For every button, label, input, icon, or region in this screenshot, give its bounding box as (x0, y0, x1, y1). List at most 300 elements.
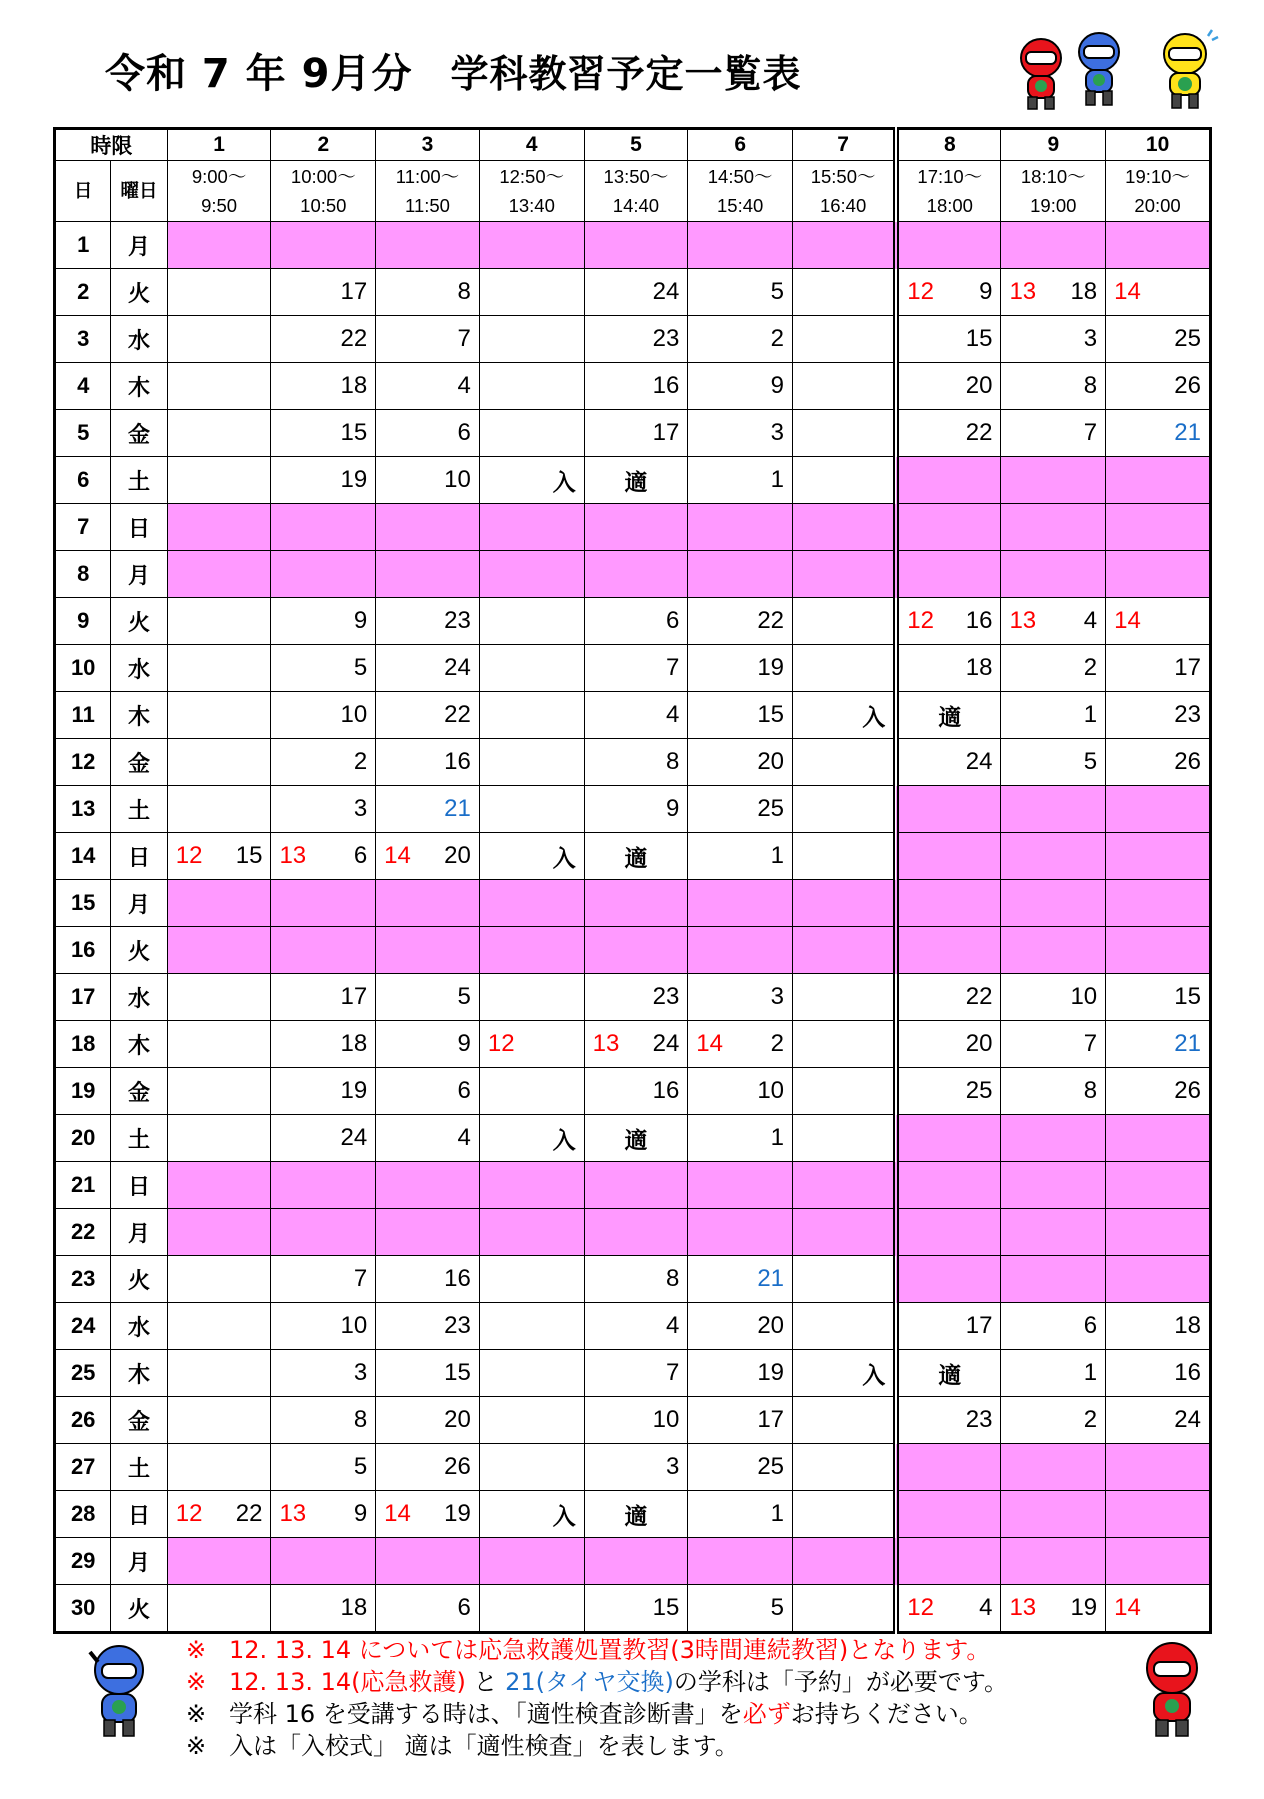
weekday: 日 (111, 504, 167, 551)
lesson-number: 23 (652, 325, 680, 352)
lesson-number: 19 (444, 1500, 471, 1527)
weekday-label: 曜日 (111, 161, 167, 222)
day-number: 16 (55, 927, 111, 974)
period-number: 7 (793, 129, 897, 161)
day-number: 3 (55, 316, 111, 363)
lesson-cell (1106, 1350, 1211, 1397)
lesson-cell (1001, 269, 1106, 316)
closed-cell (896, 1209, 1001, 1256)
lesson-number: 5 (770, 1594, 785, 1621)
period-start: 10:00～ (290, 166, 356, 187)
lesson-cell (376, 1303, 480, 1350)
day-label: 日 (55, 161, 111, 222)
closed-cell (1001, 1491, 1106, 1538)
lesson-cell (793, 1350, 897, 1397)
table-row (55, 410, 1211, 457)
lesson-cell (271, 692, 376, 739)
lesson-cell (688, 410, 793, 457)
lesson-number: 9 (770, 372, 785, 399)
lesson-number: 24 (652, 278, 680, 305)
lesson-cell (688, 1068, 793, 1115)
lesson-cell (376, 786, 480, 833)
table-row (55, 598, 1211, 645)
lesson-cell (271, 974, 376, 1021)
lesson-cell (896, 739, 1001, 786)
lesson-cell (167, 598, 271, 645)
lesson-number: 16 (444, 1265, 471, 1292)
lesson-number: 15 (757, 701, 785, 728)
weekday: 水 (111, 1303, 167, 1350)
lesson-number: 18 (1070, 278, 1098, 305)
closed-cell (584, 1538, 688, 1585)
table-row (55, 1491, 1211, 1538)
lesson-number: 3 (353, 795, 368, 822)
lesson-cell (167, 457, 271, 504)
lesson-cell (584, 1585, 688, 1633)
lesson-cell (1106, 363, 1211, 410)
lesson-cell (376, 833, 480, 880)
mascot-blue-icon (80, 1640, 158, 1740)
closed-cell (167, 551, 271, 598)
lesson-cell (1106, 410, 1211, 457)
closed-cell (271, 551, 376, 598)
first-aid-lesson: 13 (592, 1030, 620, 1057)
table-row (55, 504, 1211, 551)
lesson-number: 6 (457, 1077, 471, 1104)
day-number: 9 (55, 598, 111, 645)
period-time (896, 161, 1001, 222)
lesson-cell (1106, 1585, 1211, 1633)
aptitude-test: 適 (624, 1127, 648, 1154)
lesson-cell (584, 269, 688, 316)
lesson-cell (584, 974, 688, 1021)
lesson-cell (271, 1303, 376, 1350)
lesson-number: 15 (965, 325, 993, 352)
lesson-number: 20 (757, 748, 785, 775)
lesson-cell (167, 1491, 271, 1538)
lesson-cell (1106, 1397, 1211, 1444)
weekday: 金 (111, 739, 167, 786)
lesson-cell (167, 833, 271, 880)
lesson-cell (376, 692, 480, 739)
lesson-number: 24 (444, 654, 471, 681)
lesson-cell (688, 739, 793, 786)
lesson-number: 10 (757, 1077, 785, 1104)
table-row (55, 927, 1211, 974)
first-aid-lesson: 14 (384, 842, 411, 869)
lesson-number: 22 (965, 419, 993, 446)
lesson-cell (479, 316, 584, 363)
lesson-number: 4 (665, 1312, 680, 1339)
lesson-cell (167, 1256, 271, 1303)
period-time (479, 161, 584, 222)
period-start: 19:10～ (1125, 166, 1190, 187)
lesson-cell (1001, 974, 1106, 1021)
lesson-cell (167, 974, 271, 1021)
closed-cell (376, 927, 480, 974)
lesson-cell (688, 1491, 793, 1538)
closed-cell (1001, 222, 1106, 269)
lesson-number: 1 (770, 1500, 785, 1527)
lesson-cell (167, 692, 271, 739)
lesson-cell (1106, 974, 1211, 1021)
closed-cell (1106, 1209, 1211, 1256)
header-row-periods (55, 129, 1211, 161)
tire-lesson: 21 (1174, 419, 1201, 446)
lesson-cell (688, 1444, 793, 1491)
lesson-cell (793, 1585, 897, 1633)
closed-cell (584, 551, 688, 598)
weekday: 土 (111, 1115, 167, 1162)
weekday: 木 (111, 692, 167, 739)
closed-cell (896, 222, 1001, 269)
lesson-number: 20 (444, 1406, 471, 1433)
lesson-cell (376, 1021, 480, 1068)
table-row (55, 833, 1211, 880)
lesson-cell (584, 1021, 688, 1068)
closed-cell (896, 833, 1001, 880)
note-text: 学科 16 を受講する時は、「適性検査診断書」を (229, 1700, 743, 1728)
lesson-number: 4 (457, 1124, 471, 1151)
lesson-cell (271, 1585, 376, 1633)
closed-cell (793, 1538, 897, 1585)
closed-cell (167, 927, 271, 974)
lesson-cell (793, 316, 897, 363)
lesson-number: 15 (235, 842, 263, 869)
lesson-cell (479, 974, 584, 1021)
weekday: 水 (111, 974, 167, 1021)
note-emphasis: 必ず (742, 1700, 791, 1728)
lesson-cell (479, 457, 584, 504)
period-end: 9:50 (201, 195, 238, 216)
day-number: 23 (55, 1256, 111, 1303)
lesson-number: 8 (1083, 372, 1098, 399)
lesson-cell (1001, 645, 1106, 692)
lesson-cell (376, 645, 480, 692)
lesson-cell (376, 410, 480, 457)
day-number: 19 (55, 1068, 111, 1115)
lesson-cell (479, 1115, 584, 1162)
closed-cell (688, 551, 793, 598)
lesson-number: 8 (665, 1265, 680, 1292)
lesson-number: 9 (665, 795, 680, 822)
lesson-cell (896, 1397, 1001, 1444)
lesson-cell (479, 269, 584, 316)
lesson-number: 17 (340, 278, 368, 305)
lesson-number: 7 (353, 1265, 368, 1292)
note-text: と (465, 1668, 506, 1696)
weekday: 日 (111, 833, 167, 880)
note-mark: ※ (186, 1732, 207, 1760)
day-number: 15 (55, 880, 111, 927)
period-end: 18:00 (926, 195, 973, 216)
closed-cell (376, 222, 480, 269)
lesson-cell (793, 1303, 897, 1350)
lesson-cell (688, 786, 793, 833)
lesson-cell (271, 1256, 376, 1303)
lesson-number: 7 (457, 325, 471, 352)
closed-cell (688, 222, 793, 269)
lesson-cell (376, 1491, 480, 1538)
lesson-cell (584, 1491, 688, 1538)
first-aid-lesson: 12 (907, 607, 934, 634)
lesson-number: 4 (457, 372, 471, 399)
lesson-cell (793, 1115, 897, 1162)
lesson-number: 8 (1083, 1077, 1098, 1104)
period-time (1001, 161, 1106, 222)
period-end: 11:50 (405, 195, 450, 216)
period-start: 13:50～ (603, 166, 669, 187)
period-number: 2 (271, 129, 376, 161)
table-row (55, 1444, 1211, 1491)
lesson-number: 23 (444, 1312, 471, 1339)
lesson-cell (167, 1444, 271, 1491)
closed-cell (271, 1209, 376, 1256)
lesson-cell (1106, 598, 1211, 645)
lesson-number: 19 (757, 654, 785, 681)
lesson-cell (376, 1115, 480, 1162)
period-number: 6 (688, 129, 793, 161)
aptitude-test: 適 (624, 1503, 648, 1530)
lesson-cell (793, 1397, 897, 1444)
closed-cell (896, 1444, 1001, 1491)
closed-cell (1001, 1444, 1106, 1491)
lesson-cell (1001, 316, 1106, 363)
closed-cell (1001, 504, 1106, 551)
first-aid-lesson: 14 (1114, 278, 1141, 305)
lesson-cell (584, 833, 688, 880)
lesson-number: 26 (1174, 1077, 1201, 1104)
first-aid-lesson: 13 (1009, 607, 1037, 634)
period-start: 9:00～ (191, 166, 247, 187)
day-number: 22 (55, 1209, 111, 1256)
mascot-red-icon (1132, 1636, 1212, 1740)
period-end: 13:40 (508, 195, 555, 216)
table-row (55, 551, 1211, 598)
day-number: 28 (55, 1491, 111, 1538)
lesson-cell (793, 269, 897, 316)
lesson-cell (584, 1397, 688, 1444)
period-start: 15:50～ (810, 166, 876, 187)
lesson-cell (584, 1256, 688, 1303)
lesson-cell (584, 1303, 688, 1350)
lesson-cell (376, 316, 480, 363)
weekday: 木 (111, 1021, 167, 1068)
closed-cell (1106, 504, 1211, 551)
lesson-cell (896, 645, 1001, 692)
first-aid-lesson: 12 (907, 1594, 934, 1621)
first-aid-lesson: 13 (1009, 1594, 1037, 1621)
weekday: 月 (111, 880, 167, 927)
lesson-number: 20 (965, 372, 993, 399)
lesson-cell (376, 974, 480, 1021)
lesson-number: 6 (665, 607, 680, 634)
lesson-cell (1106, 316, 1211, 363)
lesson-cell (479, 786, 584, 833)
lesson-cell (688, 1115, 793, 1162)
lesson-cell (1001, 1021, 1106, 1068)
lesson-cell (376, 1585, 480, 1633)
lesson-cell (896, 1021, 1001, 1068)
closed-cell (896, 927, 1001, 974)
lesson-cell (376, 739, 480, 786)
closed-cell (896, 1115, 1001, 1162)
weekday: 金 (111, 410, 167, 457)
header-row-times (55, 161, 1211, 222)
tire-lesson: 21 (444, 795, 471, 822)
notes (186, 1634, 1126, 1762)
closed-cell (688, 1538, 793, 1585)
lesson-cell (167, 269, 271, 316)
lesson-number: 10 (340, 701, 368, 728)
lesson-number: 24 (1174, 1406, 1201, 1433)
day-number: 27 (55, 1444, 111, 1491)
lesson-number: 3 (1083, 325, 1098, 352)
note-text: の学科は「予約」が必要です。 (673, 1668, 1009, 1696)
period-start: 17:10～ (917, 166, 983, 187)
lesson-cell (271, 363, 376, 410)
closed-cell (896, 1162, 1001, 1209)
lesson-number: 19 (1070, 1594, 1098, 1621)
lesson-number: 1 (770, 842, 785, 869)
lesson-cell (1106, 645, 1211, 692)
weekday: 土 (111, 457, 167, 504)
lesson-cell (1001, 598, 1106, 645)
lesson-cell (376, 457, 480, 504)
lesson-number: 25 (757, 1453, 785, 1480)
closed-cell (1001, 457, 1106, 504)
note-first-aid (186, 1634, 1126, 1666)
lesson-cell (1001, 1303, 1106, 1350)
lesson-cell (376, 598, 480, 645)
lesson-number: 5 (353, 654, 368, 681)
weekday: 火 (111, 598, 167, 645)
closed-cell (479, 927, 584, 974)
closed-cell (1106, 1444, 1211, 1491)
lesson-number: 19 (340, 1077, 368, 1104)
lesson-number: 16 (652, 372, 680, 399)
lesson-cell (896, 410, 1001, 457)
lesson-cell (793, 833, 897, 880)
lesson-cell (1106, 1021, 1211, 1068)
lesson-cell (479, 1256, 584, 1303)
lesson-number: 23 (652, 983, 680, 1010)
lesson-number: 6 (457, 1594, 471, 1621)
entrance-ceremony: 入 (552, 845, 576, 872)
lesson-cell (479, 1585, 584, 1633)
lesson-cell (1001, 1068, 1106, 1115)
lesson-cell (271, 645, 376, 692)
day-number: 26 (55, 1397, 111, 1444)
first-aid-lesson: 12 (175, 842, 203, 869)
lesson-number: 2 (770, 325, 785, 352)
closed-cell (584, 1162, 688, 1209)
lesson-cell (793, 1491, 897, 1538)
lesson-number: 17 (757, 1406, 785, 1433)
table-row (55, 363, 1211, 410)
lesson-number: 8 (457, 278, 471, 305)
closed-cell (896, 880, 1001, 927)
title-month: 令和 7 年 9月分 (105, 50, 413, 97)
weekday: 月 (111, 551, 167, 598)
aptitude-test: 適 (624, 469, 648, 496)
lesson-number: 4 (665, 701, 680, 728)
day-number: 6 (55, 457, 111, 504)
entrance-ceremony: 入 (862, 704, 886, 731)
lesson-cell (271, 1115, 376, 1162)
entrance-ceremony: 入 (552, 1127, 576, 1154)
lesson-number: 1 (770, 1124, 785, 1151)
lesson-cell (688, 1350, 793, 1397)
period-time (793, 161, 897, 222)
table-row (55, 457, 1211, 504)
closed-cell (688, 1162, 793, 1209)
weekday: 火 (111, 269, 167, 316)
weekday: 月 (111, 1209, 167, 1256)
lesson-cell (896, 1303, 1001, 1350)
lesson-cell (793, 645, 897, 692)
closed-cell (1106, 880, 1211, 927)
lesson-number: 24 (652, 1030, 680, 1057)
closed-cell (1001, 1162, 1106, 1209)
lesson-number: 15 (1174, 983, 1201, 1010)
period-number: 8 (896, 129, 1001, 161)
lesson-cell (1001, 692, 1106, 739)
lesson-cell (479, 645, 584, 692)
lesson-number: 26 (444, 1453, 471, 1480)
lesson-cell (479, 1303, 584, 1350)
lesson-cell (271, 457, 376, 504)
lesson-number: 5 (1083, 748, 1098, 775)
lesson-number: 22 (757, 607, 785, 634)
lesson-cell (584, 1444, 688, 1491)
lesson-number: 9 (353, 1500, 368, 1527)
lesson-cell (584, 457, 688, 504)
lesson-cell (376, 1068, 480, 1115)
closed-cell (793, 1209, 897, 1256)
closed-cell (896, 1256, 1001, 1303)
lesson-number: 18 (965, 654, 993, 681)
lesson-cell (271, 1491, 376, 1538)
lesson-cell (1106, 692, 1211, 739)
closed-cell (896, 504, 1001, 551)
day-number: 8 (55, 551, 111, 598)
lesson-number: 18 (340, 372, 368, 399)
day-number: 29 (55, 1538, 111, 1585)
day-number: 17 (55, 974, 111, 1021)
closed-cell (793, 222, 897, 269)
lesson-cell (479, 833, 584, 880)
day-number: 20 (55, 1115, 111, 1162)
lesson-number: 5 (457, 983, 471, 1010)
lesson-number: 4 (979, 1594, 993, 1621)
day-number: 25 (55, 1350, 111, 1397)
closed-cell (271, 1538, 376, 1585)
tire-lesson: 21 (757, 1265, 785, 1292)
lesson-number: 9 (353, 607, 368, 634)
lesson-cell (688, 692, 793, 739)
entrance-ceremony: 入 (552, 469, 576, 496)
closed-cell (584, 927, 688, 974)
lesson-cell (896, 1585, 1001, 1633)
lesson-cell (479, 1068, 584, 1115)
closed-cell (793, 927, 897, 974)
lesson-cell (271, 269, 376, 316)
closed-cell (1001, 1256, 1106, 1303)
lesson-cell (376, 1350, 480, 1397)
lesson-number: 24 (340, 1124, 368, 1151)
lesson-cell (167, 1068, 271, 1115)
